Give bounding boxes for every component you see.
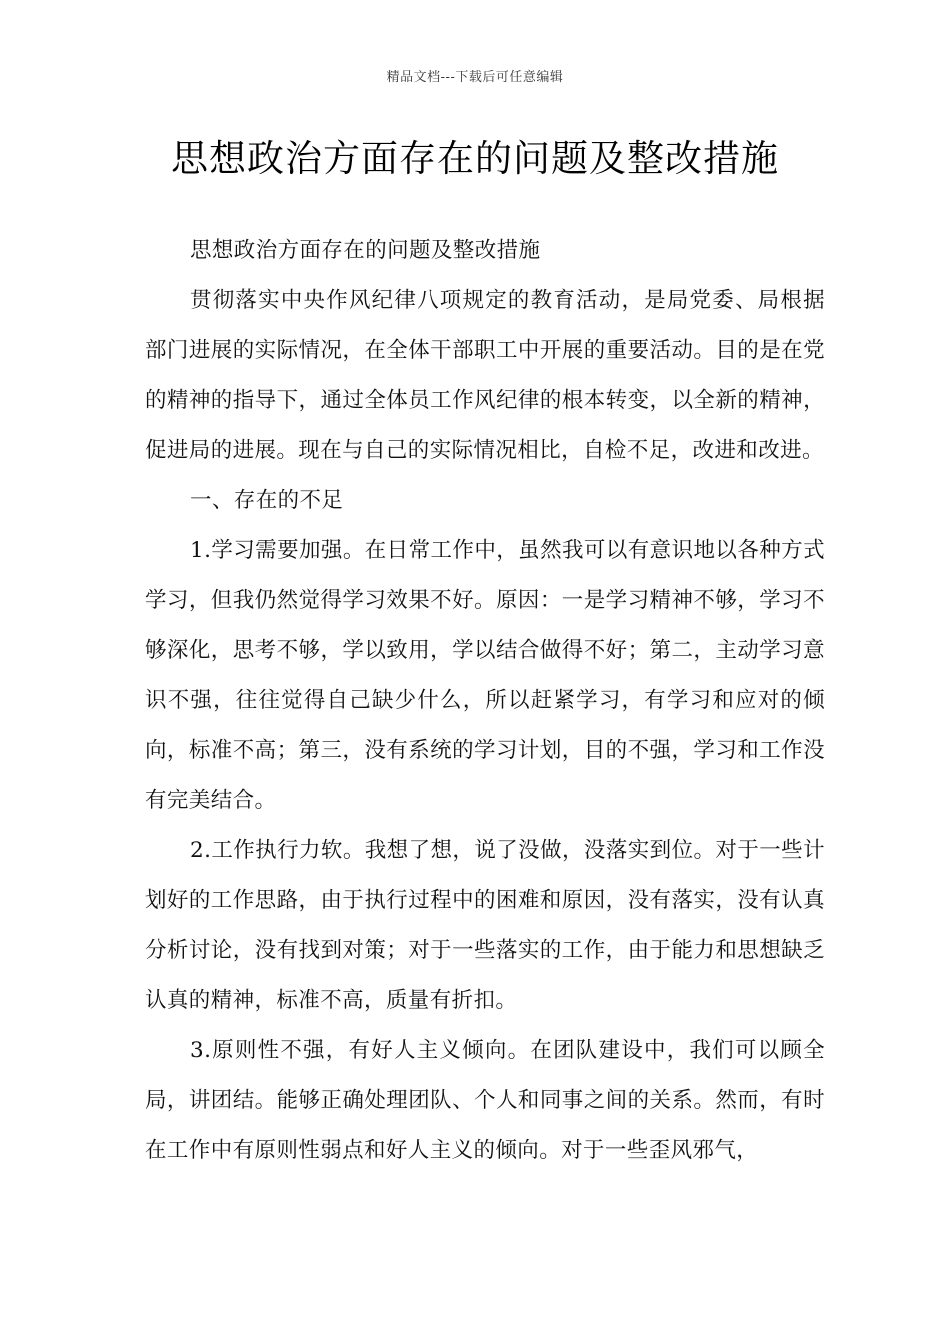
document-title: 思想政治方面存在的问题及整改措施 [171, 137, 779, 180]
subtitle-paragraph: 思想政治方面存在的问题及整改措施 [190, 238, 541, 263]
document-body [145, 226, 825, 1176]
section-heading: 一、存在的不足 [190, 488, 344, 513]
item-1-paragraph: 1.学习需要加强。在日常工作中，虽然我可以有意识地以各种方式学习，但我仍然觉得学习效果不好。原因：一是学习精神不够，学习不够深化，思考不够，学以致用，学以结合做得不好；第二，主动学习意识不强，往往觉得自己缺少什么，所以赶紧学习，有学习和应对的倾向，标准不高；第三，没有系统的学习计划，目的不强，学习和工作没有完美结合。 [145, 538, 825, 813]
intro-paragraph: 贯彻落实中央作风纪律八项规定的教育活动，是局党委、局根据部门进展的实际情况，在全体干部职工中开展的重要活动。目的是在党的精神的指导下，通过全体员工作风纪律的根本转变，以全新的精神，促进局的进展。现在与自己的实际情况相比，自检不足，改进和改进。 [145, 288, 825, 463]
item-2-paragraph: 2.工作执行力软。我想了想，说了没做，没落实到位。对于一些计划好的工作思路，由于执行过程中的困难和原因，没有落实，没有认真分析讨论，没有找到对策；对于一些落实的工作，由于能力和思想缺乏认真的精神，标准不高，质量有折扣。 [145, 838, 825, 1013]
header-note: 精品文档---下载后可任意编辑 [386, 70, 564, 85]
item-3-paragraph: 3.原则性不强，有好人主义倾向。在团队建设中，我们可以顾全局，讲团结。能够正确处理团队、个人和同事之间的关系。然而，有时在工作中有原则性弱点和好人主义的倾向。对于一些歪风邪气， [145, 1038, 825, 1163]
